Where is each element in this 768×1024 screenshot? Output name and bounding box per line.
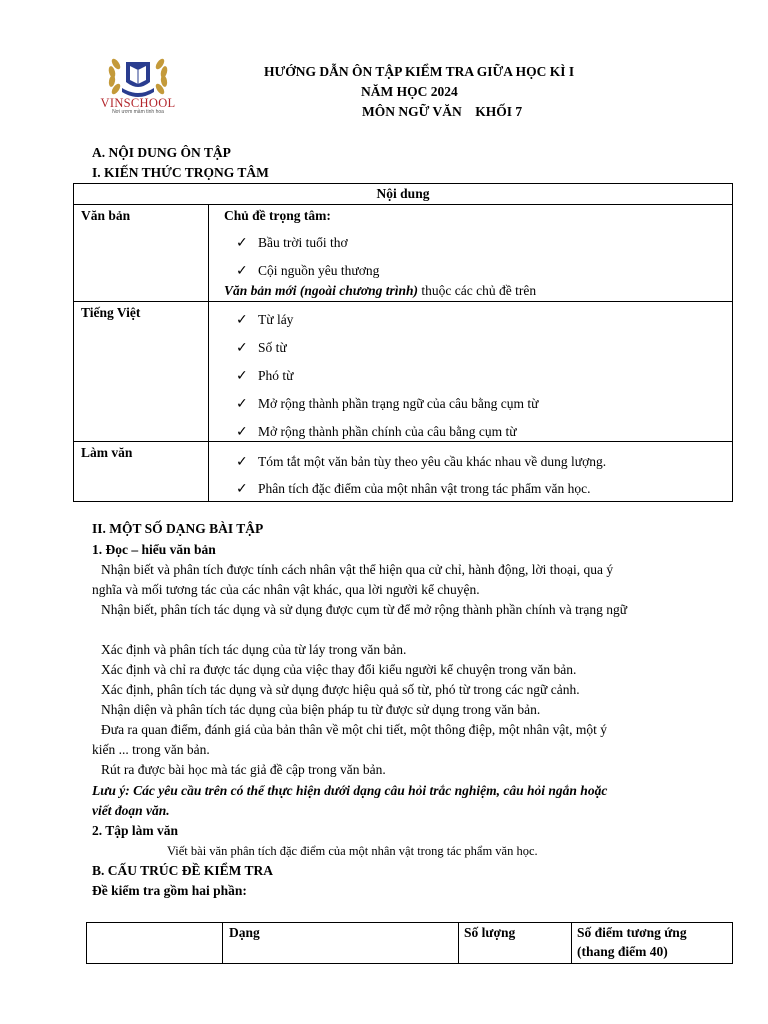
check-icon: ✓ bbox=[236, 340, 248, 356]
paragraph-line: Xác định và chỉ ra được tác dụng của việc thay đổi kiểu người kể chuyện trong văn bản. bbox=[101, 662, 577, 677]
check-icon: ✓ bbox=[236, 424, 248, 440]
list-item: ✓ Bầu trời tuổi thơ bbox=[236, 235, 348, 251]
paragraph-line: Nhận biết, phân tích tác dụng và sử dụng được cụm từ để mở rộng thành phần chính và trạng ngữ bbox=[101, 602, 628, 617]
list-item: ✓ Tóm tắt một văn bản tùy theo yêu cầu khác nhau về dung lượng. bbox=[236, 454, 607, 470]
paragraph-line: kiến ... trong văn bản. bbox=[92, 742, 210, 757]
paragraph-line: nghĩa và mối tương tác của các nhân vật khác, qua lời người kể chuyện. bbox=[92, 582, 480, 597]
list-item: ✓ Mở rộng thành phần trạng ngữ của câu bằng cụm từ bbox=[236, 396, 539, 412]
paragraph-line: Nhận biết và phân tích được tính cách nhân vật thể hiện qua cử chỉ, hành động, lời thoại, qua ý bbox=[101, 562, 614, 577]
check-icon: ✓ bbox=[236, 396, 248, 412]
section-b-heading: B. CẤU TRÚC ĐỀ KIỂM TRA bbox=[92, 863, 274, 878]
paragraph-line: Xác định, phân tích tác dụng và sử dụng được hiệu quả số từ, phó từ trong các ngữ cảnh. bbox=[101, 682, 580, 697]
table-header-cell: Số điểm tương ứng bbox=[577, 925, 687, 940]
part2-title: 2. Tập làm văn bbox=[92, 823, 179, 838]
paragraph-line: Nhận diện và phân tích tác dụng của biện pháp tu từ được sử dụng trong văn bản. bbox=[101, 702, 541, 717]
list-item: ✓ Số từ bbox=[236, 340, 287, 356]
logo-name: VINSCHOOL bbox=[100, 96, 176, 110]
row-note: Văn bản mới (ngoài chương trình) thuộc các chủ đề trên bbox=[224, 283, 537, 298]
row-label-lam-van: Làm văn bbox=[81, 445, 133, 460]
list-item: ✓ Phó từ bbox=[236, 368, 294, 384]
paragraph-line: Xác định và phân tích tác dụng của từ láy trong văn bản. bbox=[101, 642, 407, 657]
section-a-heading: A. NỘI DUNG ÔN TẬP bbox=[92, 145, 231, 160]
logo-tagline: Nơi ươm mầm tinh hoa bbox=[112, 109, 164, 115]
section-a2-heading: II. MỘT SỐ DẠNG BÀI TẬP bbox=[92, 521, 264, 536]
part1-title: 1. Đọc – hiểu văn bản bbox=[92, 542, 216, 557]
list-item: ✓ Mở rộng thành phần chính của câu bằng cụm từ bbox=[236, 424, 517, 440]
table-header-cell: Dạng bbox=[229, 925, 260, 940]
table-col-divider bbox=[222, 923, 223, 963]
table-divider bbox=[74, 441, 732, 442]
structure-table bbox=[86, 922, 733, 964]
paragraph-line: Đưa ra quan điểm, đánh giá của bản thân về một chi tiết, một thông điệp, một nhân vật, một ý bbox=[101, 722, 607, 737]
check-icon: ✓ bbox=[236, 235, 248, 251]
table-col-divider bbox=[571, 923, 572, 963]
table-divider bbox=[74, 204, 732, 205]
check-icon: ✓ bbox=[236, 454, 248, 470]
row-label-tieng-viet: Tiếng Việt bbox=[81, 305, 141, 320]
paragraph-line: Viết bài văn phân tích đặc điểm của một nhân vật trong tác phẩm văn học. bbox=[167, 844, 538, 858]
list-item: ✓ Cội nguồn yêu thương bbox=[236, 263, 380, 279]
content-table bbox=[73, 183, 733, 502]
school-logo bbox=[96, 52, 180, 116]
check-icon: ✓ bbox=[236, 312, 248, 328]
check-icon: ✓ bbox=[236, 481, 248, 497]
row-label-van-ban: Văn bản bbox=[81, 208, 131, 223]
table-header-cell: (thang điểm 40) bbox=[577, 944, 668, 959]
paragraph-line: Rút ra được bài học mà tác giả đề cập trong văn bản. bbox=[101, 762, 386, 777]
table-col-divider bbox=[458, 923, 459, 963]
section-b-subheading: Đề kiểm tra gồm hai phần: bbox=[92, 883, 247, 898]
note-line: Lưu ý: Các yêu cầu trên có thể thực hiện dưới dạng câu hỏi trắc nghiệm, câu hỏi ngắn hoặc bbox=[92, 783, 608, 798]
section-a1-heading: I. KIẾN THỨC TRỌNG TÂM bbox=[92, 165, 269, 180]
list-item: ✓ Từ láy bbox=[236, 312, 294, 328]
list-item: ✓ Phân tích đặc điểm của một nhân vật trong tác phẩm văn học. bbox=[236, 481, 591, 497]
check-icon: ✓ bbox=[236, 263, 248, 279]
table-col-divider bbox=[208, 204, 209, 501]
table-header: Nội dung bbox=[376, 186, 430, 201]
school-year: NĂM HỌC 2024 bbox=[361, 84, 458, 99]
row-title: Chủ đề trọng tâm: bbox=[224, 208, 331, 223]
table-header-cell: Số lượng bbox=[464, 925, 516, 940]
doc-title: HƯỚNG DẪN ÔN TẬP KIỂM TRA GIỮA HỌC KÌ I bbox=[264, 64, 575, 79]
subject-grade: MÔN NGỮ VĂN KHỐI 7 bbox=[362, 104, 523, 119]
note-line: viết đoạn văn. bbox=[92, 803, 170, 818]
table-divider bbox=[74, 301, 732, 302]
check-icon: ✓ bbox=[236, 368, 248, 384]
